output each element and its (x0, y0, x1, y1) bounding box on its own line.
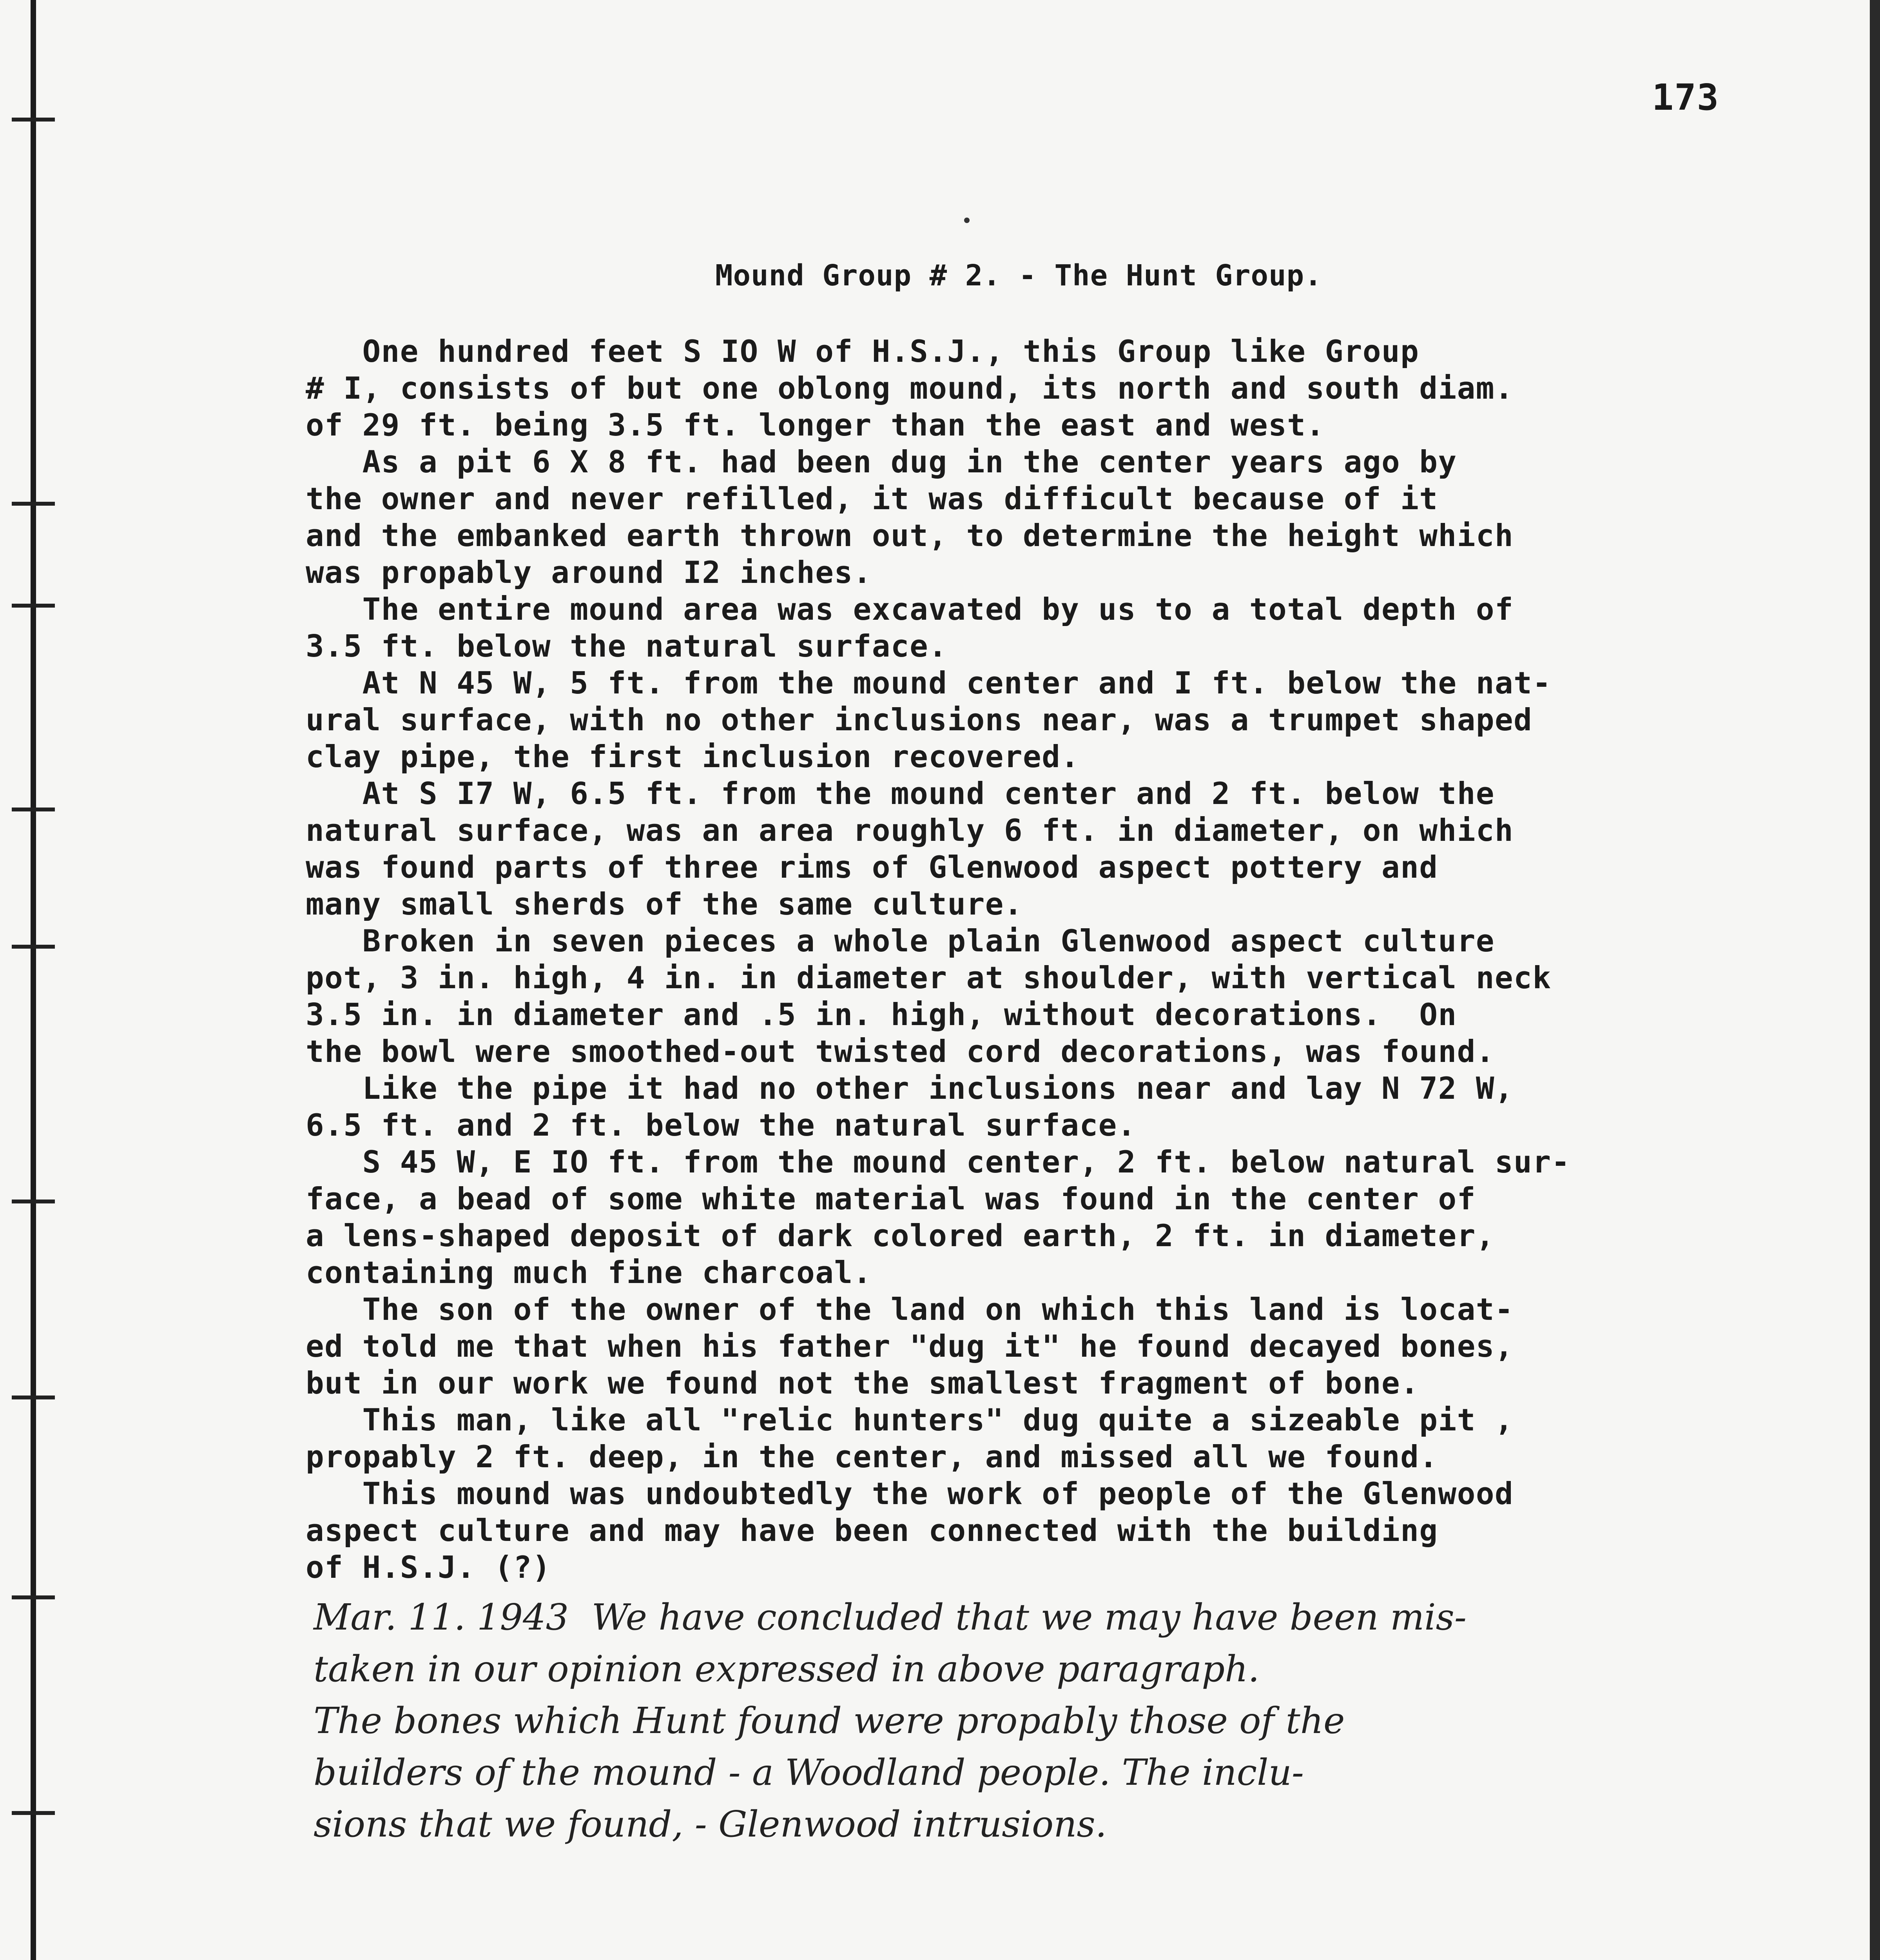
typed-line: Broken in seven pieces a whole plain Glenwood aspect culture (306, 924, 1495, 959)
typed-line: ural surface, with no other inclusions near, was a trumpet shaped (306, 702, 1533, 738)
typed-line: the owner and never refilled, it was difficult because of it (306, 481, 1438, 517)
typed-line: This mound was undoubtedly the work of people of the Glenwood (306, 1476, 1514, 1512)
binding-edge (31, 0, 36, 1960)
typed-line: S 45 W, E IO ft. from the mound center, 2 ft. below natural sur- (306, 1145, 1570, 1180)
handwritten-line: Mar. 11. 1943 We have concluded that we may have been mis- (314, 1596, 1467, 1638)
typed-line: containing much fine charcoal. (306, 1255, 872, 1290)
handwritten-line: The bones which Hunt found were propably those of the (314, 1700, 1345, 1742)
typed-line: ed told me that when his father "dug it" he found decayed bones, (306, 1329, 1514, 1364)
typed-line: The entire mound area was excavated by us to a total depth of (306, 592, 1514, 627)
handwritten-note (314, 1592, 1685, 1850)
typed-line: propably 2 ft. deep, in the center, and missed all we found. (306, 1439, 1438, 1475)
typed-line: One hundred feet S IO W of H.S.J., this Group like Group (306, 334, 1420, 369)
typed-line: but in our work we found not the smallest fragment of bone. (306, 1366, 1420, 1401)
binding-mark (12, 1396, 55, 1399)
handwritten-line: sions that we found, - Glenwood intrusions. (314, 1803, 1107, 1845)
scan-speck (964, 218, 970, 223)
typed-line: was found parts of three rims of Glenwood aspect pottery and (306, 850, 1438, 885)
handwritten-line: taken in our opinion expressed in above paragraph. (314, 1648, 1260, 1690)
typed-line: 3.5 ft. below the natural surface. (306, 629, 948, 664)
binding-mark (12, 808, 55, 811)
typed-line: At N 45 W, 5 ft. from the mound center and I ft. below the nat- (306, 666, 1552, 701)
binding-mark (12, 1200, 55, 1203)
typed-line: of 29 ft. being 3.5 ft. longer than the east and west. (306, 408, 1325, 443)
typed-line: 3.5 in. in diameter and .5 in. high, without decorations. On (306, 997, 1457, 1033)
typed-line: aspect culture and may have been connected with the building (306, 1513, 1438, 1548)
typed-line: 6.5 ft. and 2 ft. below the natural surface. (306, 1108, 1136, 1143)
binding-mark (12, 945, 55, 949)
typed-line: and the embanked earth thrown out, to determine the height which (306, 518, 1514, 554)
binding-mark (12, 502, 55, 506)
typed-line: clay pipe, the first inclusion recovered. (306, 739, 1080, 775)
binding-mark (12, 1811, 55, 1815)
typed-line: the bowl were smoothed-out twisted cord decorations, was found. (306, 1034, 1495, 1069)
typed-line: face, a bead of some white material was found in the center of (306, 1181, 1476, 1217)
handwritten-line: builders of the mound - a Woodland people. The inclu- (314, 1751, 1304, 1793)
typed-line: many small sherds of the same culture. (306, 887, 1023, 922)
typed-line: was propably around I2 inches. (306, 555, 872, 590)
typed-line: Like the pipe it had no other inclusions near and lay N 72 W, (306, 1071, 1514, 1106)
typed-line: This man, like all "relic hunters" dug quite a sizeable pit , (306, 1403, 1514, 1438)
typed-line: natural surface, was an area roughly 6 ft. in diameter, on which (306, 813, 1514, 848)
typed-line: As a pit 6 X 8 ft. had been dug in the center years ago by (306, 445, 1457, 480)
page-number: 173 (1652, 76, 1720, 118)
binding-mark (12, 118, 55, 122)
typed-body (306, 333, 1795, 1586)
typed-line: pot, 3 in. high, 4 in. in diameter at shoulder, with vertical neck (306, 960, 1552, 996)
typed-line: a lens-shaped deposit of dark colored earth, 2 ft. in diameter, (306, 1218, 1495, 1254)
page-title: Mound Group # 2. - The Hunt Group. (715, 259, 1322, 292)
typed-line: At S I7 W, 6.5 ft. from the mound center and 2 ft. below the (306, 776, 1495, 811)
typed-line: of H.S.J. (?) (306, 1550, 551, 1585)
typed-line: # I, consists of but one oblong mound, its north and south diam. (306, 371, 1514, 406)
binding-mark (12, 604, 55, 608)
scan-right-edge (1870, 0, 1880, 1960)
binding-mark (12, 1595, 55, 1599)
typed-line: The son of the owner of the land on which this land is locat- (306, 1292, 1514, 1327)
